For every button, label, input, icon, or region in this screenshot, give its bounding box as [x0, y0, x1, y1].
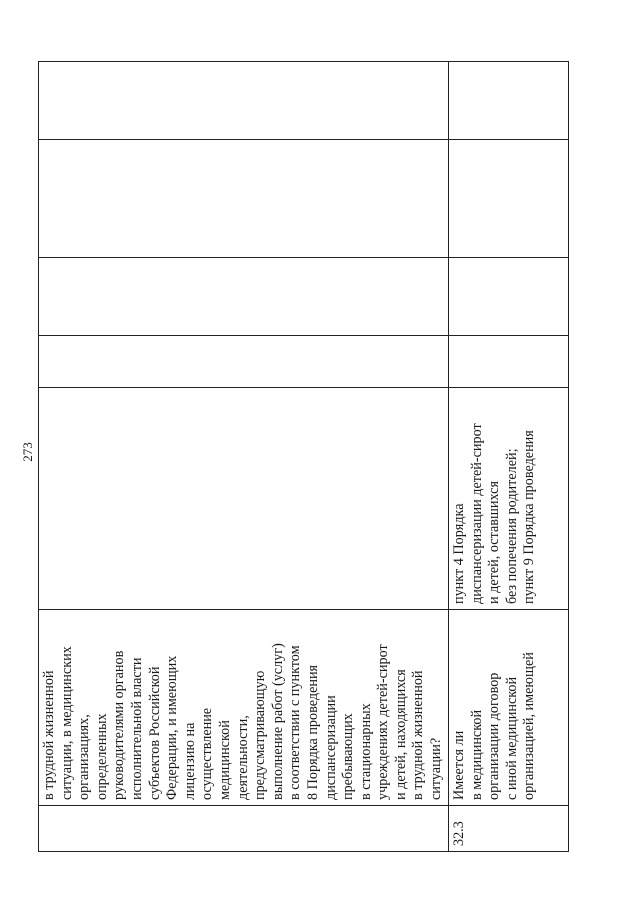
question-line: Имеется ли	[451, 730, 467, 800]
question-cell	[39, 610, 449, 806]
row-number: 32.3	[451, 821, 467, 846]
question-line: в трудной жизненной	[41, 670, 57, 800]
rotated-table-container	[38, 62, 568, 852]
question-line: в соответствии с пунктом	[287, 645, 304, 800]
row-number-cell	[449, 806, 569, 852]
note-cell	[39, 62, 449, 140]
reference-cell	[449, 388, 569, 610]
answer-no-cell	[39, 258, 449, 336]
question-line: медицинской	[216, 720, 233, 800]
question-line: деятельности,	[234, 715, 251, 800]
reference-line: пункт 4 Порядка	[451, 503, 467, 604]
reference-line: без попечения родителей;	[503, 448, 520, 604]
answer-yes-cell	[39, 336, 449, 388]
question-line: организации договор	[486, 672, 503, 800]
reference-line: диспансеризации детей-сирот	[468, 423, 485, 604]
question-line: с иной медицинской	[503, 676, 520, 800]
not-applicable-cell	[449, 140, 569, 258]
question-line: организацией, имеющей	[521, 652, 538, 800]
answer-no-cell	[449, 258, 569, 336]
note-cell	[449, 62, 569, 140]
question-line: и детей, находящихся	[392, 669, 409, 800]
question-line: 8 Порядка проведения	[304, 664, 321, 800]
question-line: Федерации, и имеющих	[164, 655, 181, 800]
question-line: в медицинской	[468, 709, 485, 800]
question-line: осуществление	[199, 707, 216, 800]
question-line: лицензию на	[181, 722, 198, 800]
table-row	[39, 62, 449, 852]
question-line: предусматривающую	[252, 670, 269, 800]
table-row	[449, 62, 569, 852]
question-line: субъектов Российской	[146, 666, 163, 800]
question-line: руководителями органов	[111, 650, 128, 800]
question-line: ситуации?	[428, 737, 445, 800]
reference-cell	[39, 388, 449, 610]
question-line: диспансеризации	[322, 695, 339, 800]
question-line: ситуации, в медицинских	[58, 646, 75, 800]
question-line: учреждениях детей-сирот	[375, 644, 392, 800]
question-line: организациях,	[76, 714, 93, 800]
question-line: выполнение работ (услуг)	[269, 643, 286, 800]
checklist-table	[38, 61, 569, 852]
question-cell	[449, 610, 569, 806]
reference-line: пункт 9 Порядка проведения	[521, 430, 538, 604]
question-line: пребывающих	[340, 713, 357, 800]
not-applicable-cell	[39, 140, 449, 258]
question-line: определенных	[93, 713, 110, 800]
row-number-cell	[39, 806, 449, 852]
question-line: в стационарных	[357, 703, 374, 800]
question-line: в трудной жизненной	[410, 670, 427, 800]
question-line: исполнительной власти	[128, 657, 145, 800]
reference-line: и детей, оставшихся	[486, 481, 503, 604]
page-number: 273	[20, 442, 35, 462]
answer-yes-cell	[449, 336, 569, 388]
